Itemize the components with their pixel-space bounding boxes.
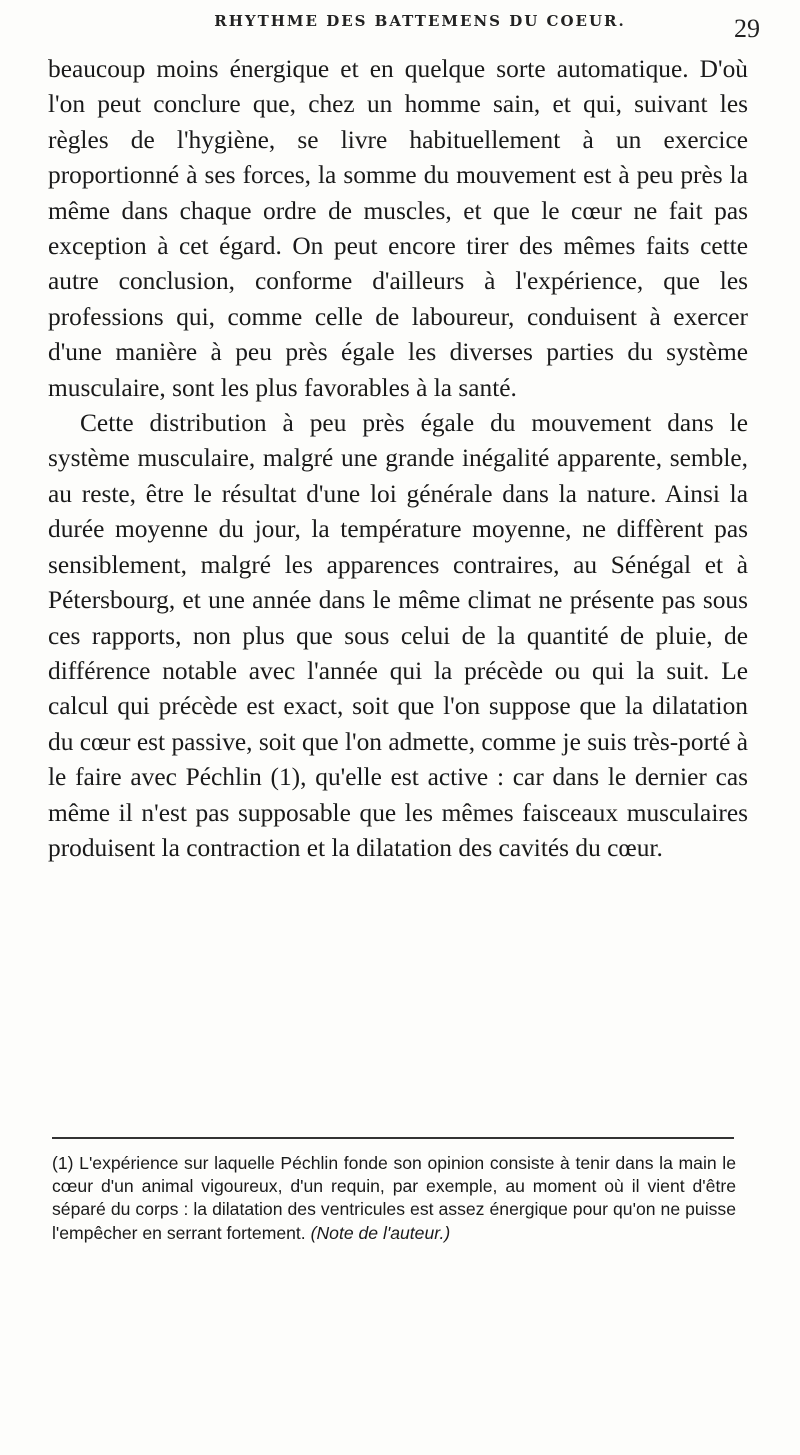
main-text [48,52,748,866]
running-title: RHYTHME DES BATTEMENS DU COEUR. [214,12,626,30]
footnote-text: (1) L'expérience sur laquelle Péchlin fonde son opinion consiste à tenir dans la main le cœur d'un animal vigoureux, d'un requin, par exemple, au moment où il vient d'être séparé du corps : la dilatation des ventricules est assez énergique pour qu'on ne puisse l'empêcher en serrant fortement. [52,1153,736,1243]
footnote-attribution: (Note de l'auteur.) [310,1222,451,1243]
page-number: 29 [734,14,760,43]
footnote [52,1152,736,1245]
paragraph-distribution: Cette distribution à peu près égale du mouvement dans le système musculaire, malgré une grande inégalité apparente, semble, au reste, être le résultat d'une loi générale dans la nature. Ainsi la durée moyenne du jour, la température moyenne, ne diffèrent pas sensiblement, malgré les apparences contraires, au Sénégal et à Pétersbourg, et une année dans le même climat ne présente pas sous ces rapports, non plus que sous celui de la quantité de pluie, de différence notable avec l'année qui la précède ou qui la suit. Le calcul qui précède est exact, soit que l'on suppose que la dilatation du cœur est passive, soit que l'on admette, comme je suis très-porté à le faire avec Péchlin (1), qu'elle est active : car dans le dernier cas même il n'est pas supposable que les mêmes faisceaux musculaires produisent la contraction et la dilatation des cavités du cœur. [48,409,748,862]
paragraph-continuation: beaucoup moins énergique et en quelque sorte automatique. D'où l'on peut conclure que, chez un homme sain, et qui, suivant les règles de l'hygiène, se livre habituellement à un exercice proportionné à ses forces, la somme du mouvement est à peu près la même dans chaque ordre de muscles, et que le cœur ne fait pas exception à cet égard. On peut encore tirer des mêmes faits cette autre conclusion, conforme d'ailleurs à l'expérience, que les professions qui, comme celle de laboureur, conduisent à exercer d'une manière à peu près égale les diverses parties du système musculaire, sont les plus favorables à la santé. [48,55,748,402]
footnote-separator [52,1137,734,1139]
running-head [40,12,800,52]
